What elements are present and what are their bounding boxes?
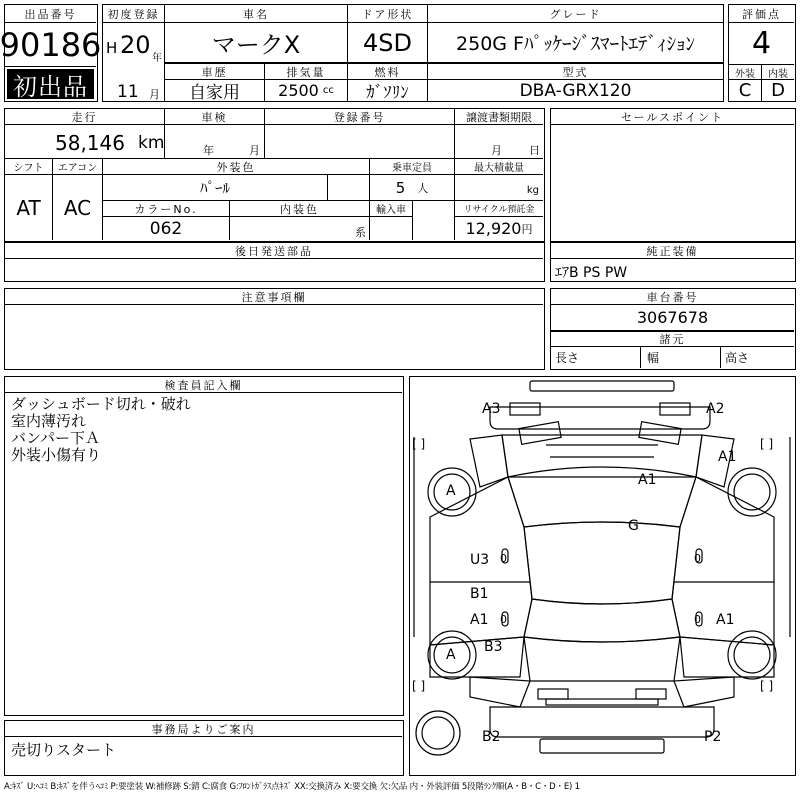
color-no-label: カラーNo. [103,201,230,217]
model-label: 型式 [428,63,723,80]
month-value: 11 [117,82,139,102]
office-value: 売切りスタート [11,741,117,759]
history-value: 自家用 [165,80,265,101]
transfer-day-unit: 日 [529,144,540,157]
grade-label: グレード [428,5,723,23]
grade-value: 250G Fﾊﾟｯｹｰｼﾞｽﾏｰﾄｴﾃﾞｨｼｮﾝ [428,23,723,63]
recycle-unit: 円 [521,222,533,236]
lot-box [0,4,102,102]
max-load-unit: kg [526,185,539,196]
int-score-label: 内装 [762,65,794,80]
chassis-box [550,288,796,370]
era: H [106,39,118,57]
max-load-label: 最大積載量 [455,159,543,175]
shift-label: シフト [5,159,53,175]
genuine-label: 純正装備 [551,243,794,259]
car-name-value: マークX [165,23,348,63]
mark-a1-door-right: A1 [716,612,735,628]
shift-value: AT [5,175,53,240]
sales-point-box [550,108,796,242]
transfer-cell [455,125,543,159]
bracket-left-front: [ ] [412,437,426,451]
car-outline [410,377,794,774]
genuine-box [550,242,796,282]
later-parts-box [4,242,545,282]
import-value [370,217,413,240]
color-no-value: 062 [103,217,230,240]
bracket-left-rear: [ ] [412,679,426,693]
bracket-right-front: [ ] [760,437,774,451]
mileage-unit: km [138,133,165,153]
mark-a1-door-left: A1 [470,612,489,628]
int-color-unit: 系 [355,226,366,239]
lot-label: 出品番号 [5,5,96,23]
specs-length: 長さ [551,347,641,368]
mark-zero-left-front: 0 [500,552,507,565]
inspection-month-unit: 月 [249,144,260,157]
first-reg-month [103,63,165,101]
office-box [4,720,404,776]
inspector-note: 室内薄汚れ [11,412,87,430]
genuine-value: ｴｱB PS PW [555,265,628,281]
car-diagram [409,376,796,776]
sales-point-label: セールスポイント [551,109,794,125]
mark-zero-right-rear: 0 [694,613,701,626]
mileage-value: 58,146 [55,131,125,155]
mark-zero-right-front: 0 [694,552,701,565]
int-score-value: D [771,80,785,101]
specs-width: 幅 [641,347,721,368]
displacement-value: 2500 [278,81,319,100]
mark-tire-fl: A [446,483,456,499]
caution-label: 注意事項欄 [5,289,543,305]
office-label: 事務局よりご案内 [5,721,402,737]
ac-label: エアコン [53,159,103,175]
inspector-label: 検査員記入欄 [5,377,402,393]
int-color-cell [230,217,370,240]
fuel-value: ｶﾞｿﾘﾝ [348,80,428,101]
inspector-notes [11,396,191,464]
ext-score-value: C [729,80,762,101]
displacement-label: 排気量 [265,63,348,80]
inspector-note: バンパー下Ａ [11,429,100,447]
ext-color-value: ﾊﾟｰﾙ [103,175,328,201]
header-table [102,4,724,102]
first-listing-badge [7,69,94,99]
specs-label: 諸元 [551,331,794,347]
capacity-cell [370,175,455,201]
mark-tire-rl: A [446,647,456,663]
transfer-label: 譲渡書類期限 [455,109,543,125]
displacement-cell [265,80,348,101]
recycle-cell [455,217,543,240]
displacement-unit: cc [322,85,334,96]
model-value: DBA-GRX120 [519,80,632,101]
bracket-right-rear: [ ] [760,679,774,693]
mark-b2: B2 [482,729,501,745]
history-label: 車歴 [165,63,265,80]
inspector-box [4,376,404,716]
car-name-label: 車名 [165,5,348,23]
mark-u3: U3 [470,552,490,568]
chassis-value: 3067678 [551,305,794,331]
mark-g: G [628,518,639,534]
year-unit: 年 [152,53,162,64]
mark-p2: P2 [704,729,722,745]
mark-a2: A2 [706,401,725,417]
door-value: 4SD [348,23,428,63]
legend: A:ｷｽﾞ U:ﾍｺﾐ B:ｷｽﾞを伴うﾍｺﾐ P:要塗装 W:補修跡 S:錆 C:腐食 G:ﾌﾛﾝﾄｶﾞﾗｽ点ｷｽﾞ XX:交換済み X:要交換 欠:欠品 内・外装評価 5段階ﾗﾝｸ順(A・B・C・D・E) 1 [4,782,580,792]
inspection-year-unit: 年 [203,144,214,157]
inspector-note: 外装小傷有り [11,446,102,464]
recycle-value: 12,920 [465,219,522,238]
fuel-label: 燃料 [348,63,428,80]
detail-table [4,108,545,242]
lot-number: 90186 [5,23,96,67]
ext-color-extra [328,175,370,201]
mileage-label: 走行 [5,109,165,125]
capacity-value: 5 [395,178,406,197]
mark-zero-left-rear: 0 [500,613,507,626]
mileage-cell [5,125,165,159]
month-unit: 月 [149,88,160,101]
import-extra [413,201,455,240]
inspection-cell [165,125,265,159]
capacity-label: 乗車定員 [370,159,455,175]
inspection-label: 車検 [165,109,265,125]
ext-color-label: 外装色 [103,159,370,175]
reg-no-cell [265,125,455,159]
capacity-unit: 人 [417,181,429,195]
mark-a3: A3 [482,401,501,417]
chassis-label: 車台番号 [551,289,794,305]
inspector-note: ダッシュボード切れ・破れ [11,395,191,413]
import-label: 輸入車 [370,201,413,217]
max-load-cell [455,175,543,201]
reg-no-label: 登録番号 [265,109,455,125]
score-box [728,4,796,102]
year-value: 20 [120,31,151,59]
caution-box [4,288,545,370]
mark-a1-roof: A1 [638,472,657,488]
later-parts-label: 後日発送部品 [5,243,543,259]
int-color-label: 内装色 [230,201,370,217]
specs-height: 高さ [725,351,750,365]
mark-b1: B1 [470,586,489,602]
recycle-label: リサイクル預託金 [455,201,543,217]
score-label: 評価点 [729,5,794,23]
ac-value: AC [53,175,103,240]
mark-a1-right: A1 [718,449,737,465]
first-reg-label: 初度登録 [103,5,165,23]
mark-b3: B3 [484,639,503,655]
transfer-month-unit: 月 [491,144,502,157]
door-label: ドア形状 [348,5,428,23]
ext-score-label: 外装 [729,65,762,80]
score-value: 4 [729,23,794,65]
first-listing-text: 初出品 [13,72,88,101]
first-reg-year [103,23,165,63]
